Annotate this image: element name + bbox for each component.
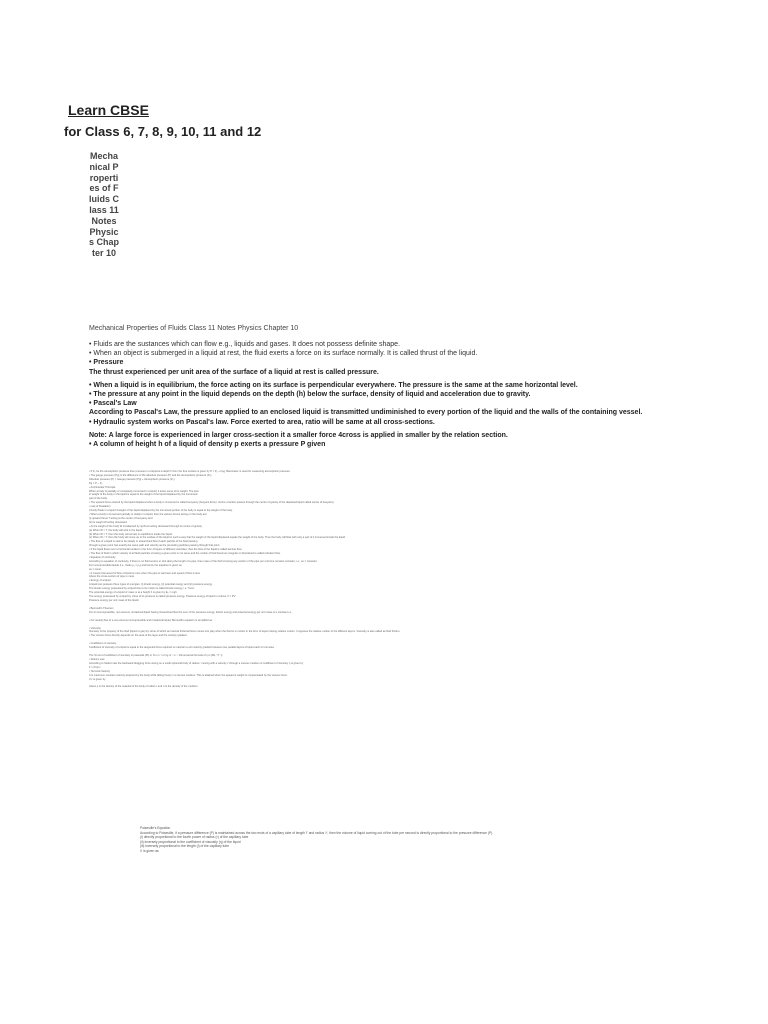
fine-print-line: A liquid can possess three types of energies: (i) kinetic energy, (ii) potential energy and (iii) pressure energy. bbox=[89, 583, 213, 587]
fine-print-line: where ρ is the density of the material of the body of radius r and σ is the density of the medium. bbox=[89, 685, 199, 689]
fine-print-line: • It means that speed of flow of liquid is more when the pipe is narrower and speed of flow is less bbox=[89, 571, 200, 575]
fine-print-line: Pressure energy per unit mass of the liquid. bbox=[89, 598, 140, 602]
fine-print-line: Viscosity is the property of the fluid (liquid or gas) by virtue of which an internal frictional force comes into play when the fluid is in motion in the form of layers having relative motion. It opposes the relative motion of the different layers. Viscosity is also called as fluid friction. bbox=[89, 630, 401, 634]
note-line: • Pressure bbox=[89, 359, 124, 367]
fine-print-line: (a) When W > T, the body will sink in the liquid. bbox=[89, 528, 143, 532]
fine-print-line: • Bernoulli's Theorem bbox=[89, 606, 114, 610]
fine-print-line: • If the liquid flows over a horizontal surface in the form of layers of different velocities, then the flow of the liquid is called laminar flow. bbox=[89, 548, 243, 552]
fine-print-line: where the cross-section of pipe is more. bbox=[89, 575, 135, 579]
note-line: The thrust experienced per unit area of the surface of a liquid at rest is called pressure. bbox=[89, 368, 379, 376]
fine-print-line: F = 6πηrv bbox=[89, 665, 101, 669]
fine-print-line: • For steady flow of a non-viscous incompressible and irrotational liquid, Bernoulli's equation is simplified as bbox=[89, 618, 213, 622]
post-title: Mechanical Properties of Fluids Class 11 Notes Physics Chapter 10 bbox=[89, 151, 120, 259]
fine-print-line: • Law of Floatation bbox=[89, 505, 111, 509]
fine-print-line: Coefficient of viscosity of a liquid is equal to the tangential force required to maintain a unit velocity gradient between two parallel layers of liquid each of unit area. bbox=[89, 646, 275, 650]
poiseuille-line: (i) directly proportional to the fourth power of radius (r) of the capillary tube bbox=[140, 835, 249, 840]
fine-print-line: (i) upward thrust T acting at the centre of buoyancy and bbox=[89, 516, 153, 520]
note-line: • Fluids are the sustances which can flow e.g., liquids and gases. It does not possess definite shape. bbox=[89, 341, 401, 348]
fine-print-line: If v is given by bbox=[89, 677, 106, 681]
note-line: • When a liquid is in equilibrium, the force acting on its surface is perpendicular everywhere. The pressure is the same at the same horizontal level. bbox=[89, 381, 578, 389]
fine-print-line: According to Stoke's law the backward dragging force acting on a small spherical body of radius r moving with a velocity v through a viscous medium of coefficient of viscosity η is given by bbox=[89, 661, 304, 665]
fine-print-line: Absolute pressure (P) = Gauge pressure (Pg) + Atmospheric pressure (P₀) bbox=[89, 477, 175, 481]
fine-print-line: • The upward force exerted by the liquid displaced when a body is immersed is called buoyancy (buoyant force). Its line of action passes through the centre of gravity of the displaced liquid called centre of buoyancy. bbox=[89, 501, 335, 505]
fine-print-line: The SI unit of coefficient of viscosity is poiseuille (Pl) or N s m⁻² or kg m⁻¹ s⁻¹. Dimensional formula of η is [ML⁻¹T⁻¹]. bbox=[89, 654, 223, 658]
notes-bullets bbox=[89, 340, 739, 449]
fine-print-line: For an incompressible, non-viscous, irrotational liquid having streamlined flow the sum of the pressure energy, kinetic energy and potential energy per unit mass is a constant i.e., bbox=[89, 610, 293, 614]
fine-print-line: • Energy of a liquid bbox=[89, 579, 111, 583]
poiseuille-line: (ii) inversely proportional to the coefficient of viscosity (η) of the liquid bbox=[140, 839, 241, 844]
poiseuille-line: According to Poiseuille, if a pressure difference (P) is maintained across the two ends of a capillary tube of length 'l' and radius 'r', then the volume of liquid coming out of the tube per second is directly proportional to the pressure difference (P). bbox=[140, 830, 494, 835]
fine-print-line: part of the body. bbox=[89, 497, 108, 501]
note-line: • Pascal's Law bbox=[89, 400, 137, 408]
fine-print-line: It is maximum constant velocity acquired by the body while falling freely in a viscous medium. This is attained when the apparent weight is compensated by the viscous force. bbox=[89, 673, 288, 677]
fine-print-line: • The flow of a liquid is said to be steady or streamlined flow if each particle of the fluid passing bbox=[89, 540, 198, 544]
fine-print-line: • At the weight of the body W is balanced by upthrust acting downward through its centre of gravity. bbox=[89, 524, 203, 528]
fine-print-line: • Coefficient of viscosity bbox=[89, 642, 117, 646]
fine-print-line: in weight of the body in the liquid is equal to the weight of the liquid displaced by the immersed bbox=[89, 493, 198, 497]
note-line: • Hydraulic system works on Pascal's law. Force exerted to area, ratio will be same at all cross-sections. bbox=[89, 418, 435, 426]
fine-print-line: • If P₀ be the atmospheric pressure then pressure in a liquid at a depth h from the free surface is given by P = P₀ + hρg. Barometer is used for measuring atmospheric pressure. bbox=[89, 470, 291, 473]
site-subtitle: for Class 6, 7, 8, 9, 10, 11 and 12 bbox=[64, 124, 262, 139]
fine-print-line: • Equation of continuity bbox=[89, 555, 116, 559]
fine-print-line: According to equation of continuity, if there is no fluid source or sink along the length of a pipe, then mass of the fluid crossing any section of the pipe per unit time remains constant, i.e., av = constant. bbox=[89, 559, 318, 563]
fine-print-line: • Viscosity bbox=[89, 626, 101, 630]
fine-print-line: av = const. bbox=[89, 567, 102, 571]
fine-print-line: When a body is partially or completely immersed in a liquid, it loses some of its weight. The loss bbox=[89, 489, 199, 493]
fine-print-line: through a given point has exactly the same path and velocity as the preceding particles passing through that point. bbox=[89, 544, 221, 548]
note-line: Note: A large force is experienced in larger cross-section it a smaller force 4cross is applied in smaller by the relation section. bbox=[89, 431, 508, 439]
fine-print-line: The potential energy of a liquid of mass m at a height h is given by Eₚ = mgh. bbox=[89, 591, 178, 595]
fine-print-line: • Stoke's Law bbox=[89, 657, 105, 661]
fine-print-line: (ii) its weight W acting downward bbox=[89, 520, 127, 524]
poiseuille-line: (iii) inversely proportional to the length (l) of the capillary tube bbox=[140, 844, 230, 849]
fine-print-line: (b) When W = T, then the body will remain in equilibrium inside the liquid. bbox=[89, 532, 173, 536]
note-line: • When an object is submerged in a liquid at rest, the fluid exerts a force on its surface normally. It is called thrust of the liquid. bbox=[89, 350, 478, 358]
note-line: • The pressure at any point in the liquid depends on the depth (h) below the surface, density of liquid and acceleration due to gravity. bbox=[89, 391, 531, 399]
chapter-line: Mechanical Properties of Fluids Class 11 Notes Physics Chapter 10 bbox=[89, 325, 299, 332]
fine-print-line: The kinetic energy possessed by a liquid due to its motion is called kinetic energy, i.e. ½mv². bbox=[89, 587, 195, 591]
fine-print-notes bbox=[89, 470, 689, 689]
note-line: • A column of height h of a liquid of density p exerts a pressure P given bbox=[89, 441, 326, 449]
poiseuille-section bbox=[140, 826, 740, 854]
fine-print-line: The energy possessed by a liquid by virtue of its pressure is called pressure energy. Pressure energy of liquid in volume V = PV. bbox=[89, 595, 236, 598]
fine-print-line: • When a body is immersed partially or totally in a liquid, then the various forces acting on the body are: bbox=[89, 512, 208, 516]
fine-print-line: For incompressible liquids (i.e., fluids ρ₁ = ρ₂) and hence the equation is given as bbox=[89, 563, 182, 567]
fine-print-line: (c) When W < T, then the body will come up to the surface of the liquid in such a way that the weight of the liquid displaced equals the weight of the body. Thus the body will float with only a part of it immersed inside the liquid. bbox=[89, 536, 346, 540]
fine-print-line: • Archimedes' Principle bbox=[89, 485, 116, 489]
fine-print-line: • The gauge pressure (Pg) is the difference of the absolute pressure (P) and the atmospheric pressure (P₀). bbox=[89, 473, 213, 477]
fine-print-line: Pg = P – P₀ bbox=[89, 481, 103, 485]
poiseuille-line: Poiseuille's Equation bbox=[140, 826, 171, 830]
site-title[interactable]: Learn CBSE bbox=[68, 102, 149, 118]
poiseuille-line: V is given as bbox=[140, 848, 159, 853]
note-line: According to Pascal's Law, the pressure applied to an enclosed liquid is transmitted undiminished to every portion of the liquid and the walls of the containing vessel. bbox=[89, 409, 643, 417]
fine-print-line: • Terminal Velocity bbox=[89, 669, 111, 673]
fine-print-line: • The viscous force directly depends on the area of the layer and the velocity gradient. bbox=[89, 634, 188, 638]
fine-print-line: • The flow of fluid in which velocity of all fluid particles crossing a given point is not same and the motion of fluid becomes irregular or disordered is called turbulent flow. bbox=[89, 552, 281, 556]
fine-print-line: A body floats in a liquid if weight of the liquid displaced by the immersed portion of the body is equal to the weight of the body. bbox=[89, 509, 233, 513]
